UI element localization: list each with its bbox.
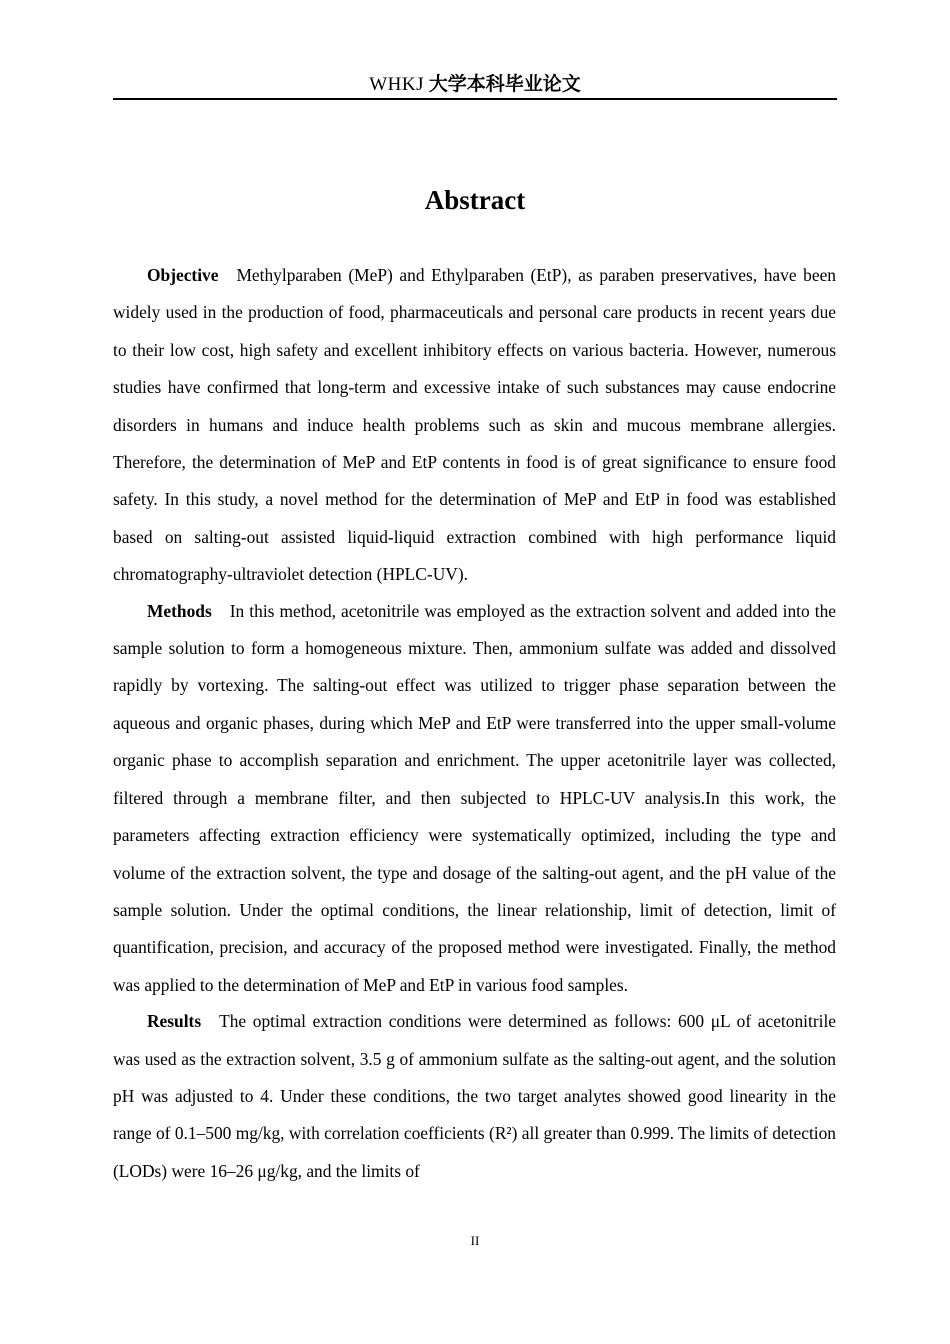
results-label: Results bbox=[147, 1011, 202, 1032]
objective-label: Objective bbox=[147, 265, 219, 285]
page-header bbox=[113, 70, 837, 99]
methods-label: Methods bbox=[147, 600, 212, 621]
header-rule bbox=[113, 98, 837, 100]
page-number: II bbox=[470, 1233, 480, 1248]
abstract-body bbox=[113, 257, 836, 1189]
results-paragraph bbox=[113, 1003, 836, 1190]
objective-text: Methylparaben (MeP) and Ethylparaben (EtP), as paraben preservatives, have been widely used in the production of food, pharmaceuticals and personal care products in recent years due to their low cost, high safety and excellent inhibitory effects on various bacteria. However, numerous studies have confirmed that long-term and excessive intake of such substances may cause endocrine disorders in humans and induce health problems such as skin and mucous membrane allergies. Therefore, the determination of MeP and EtP contents in food is of great significance to ensure food safety. In this study, a novel method for the determination of MeP and EtP in food was established based on salting-out assisted liquid-liquid extraction combined with high performance liquid chromatography-ultraviolet detection (HPLC-UV). bbox=[113, 265, 836, 585]
objective-paragraph bbox=[113, 257, 836, 594]
results-text: The optimal extraction conditions were determined as follows: 600 μL of acetonitrile was used as the extraction solvent, 3.5 g of ammonium sulfate as the salting-out agent, and the solution pH was adjusted to 4. Under these conditions, the two target analytes showed good linearity in the range of 0.1–500 mg/kg, with correlation coefficients (R²) all greater than 0.999. The limits of detection (LODs) were 16–26 μg/kg, and the limits of bbox=[113, 1011, 836, 1181]
page-title: Abstract bbox=[424, 185, 526, 215]
header-latin: WHKJ bbox=[369, 74, 424, 95]
methods-text: In this method, acetonitrile was employed as the extraction solvent and added into the sample solution to form a homogeneous mixture. Then, ammonium sulfate was added and dissolved rapidly by vortexing. The salting-out effect was utilized to trigger phase separation between the aqueous and organic phases, during which MeP and EtP were transferred into the upper small-volume organic phase to accomplish separation and enrichment. The upper acetonitrile layer was collected, filtered through a membrane filter, and then subjected to HPLC-UV analysis.In this work, the parameters affecting extraction efficiency were systematically optimized, including the type and volume of the extraction solvent, the type and dosage of the salting-out agent, and the pH value of the sample solution. Under the optimal conditions, the linear relationship, limit of detection, limit of quantification, precision, and accuracy of the proposed method were investigated. Finally, the method was applied to the determination of MeP and EtP in various food samples. bbox=[113, 600, 836, 995]
header-cjk-title: 大学本科毕业论文 bbox=[428, 73, 581, 95]
methods-paragraph bbox=[113, 593, 836, 1004]
